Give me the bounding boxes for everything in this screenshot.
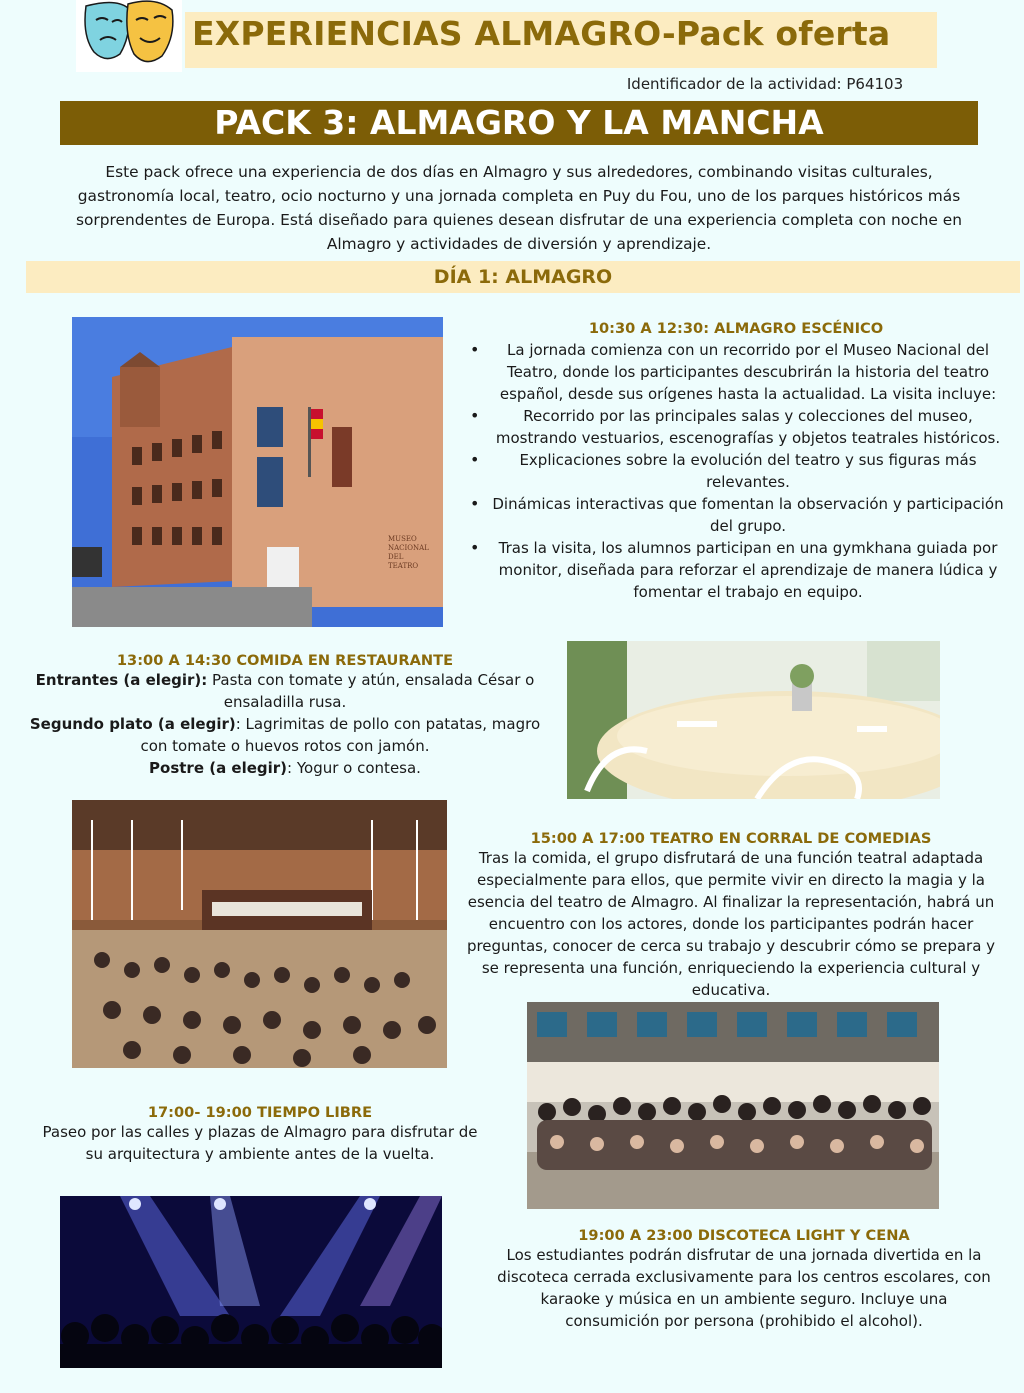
teatro-text: Tras la comida, el grupo disfrutará de una función teatral adaptada especialmente para ellos, que permite vivir en directo la magia y la esencia del teatro de Almagro. Al finalizar la representación, habrá un encuentro con los actores, donde los participantes podrán hacer preguntas, conocer de cerca su trabajo y descubrir cómo se prepara y se representa una función, enriqueciendo la experiencia cultural y educativa. bbox=[466, 849, 996, 999]
list-item: • La jornada comienza con un recorrido por el Museo Nacional del Teatro, donde los participantes descubrirán la historia del teatro español, desde sus orígenes hasta la actualidad. La visita incluye: bbox=[466, 339, 1006, 405]
intro-paragraph: Este pack ofrece una experiencia de dos días en Almagro y sus alrededores, combinando visitas culturales, gastronomía local, teatro, ocio nocturno y una jornada completa en Puy du Fou, uno de los parques históricos más sorprendentes de Europa. Está diseñado para quienes desean disfrutar de una experiencia completa con noche en Almagro y actividades de diversión y aprendizaje. bbox=[76, 163, 962, 253]
plaza-group-photo bbox=[527, 1002, 939, 1209]
postre-label: Postre (a elegir) bbox=[149, 759, 288, 777]
disco-photo bbox=[60, 1196, 442, 1368]
comida-postre bbox=[20, 757, 550, 779]
libre-text: Paseo por las calles y plazas de Almagro para disfrutar de su arquitectura y ambiente antes de la vuelta. bbox=[42, 1123, 478, 1163]
discoteca-heading: 19:00 A 23:00 DISCOTECA LIGHT Y CENA bbox=[578, 1227, 910, 1244]
comida-heading: 13:00 A 14:30 COMIDA EN RESTAURANTE bbox=[116, 652, 454, 669]
activity-libre bbox=[40, 1104, 480, 1165]
postre-text: : Yogur o contesa. bbox=[287, 759, 421, 777]
activity-escenico bbox=[466, 320, 1006, 603]
escenico-heading: 10:30 A 12:30: ALMAGRO ESCÉNICO bbox=[588, 320, 884, 337]
list-item: • Dinámicas interactivas que fomentan la observación y participación del grupo. bbox=[466, 493, 1006, 537]
list-item: • Recorrido por las principales salas y colecciones del museo, mostrando vestuarios, escenografías y objetos teatrales históricos. bbox=[466, 405, 1006, 449]
entrantes-label: Entrantes (a elegir): bbox=[35, 671, 208, 689]
segundo-text: : Lagrimitas de pollo con patatas, magro con tomate o huevos rotos con jamón. bbox=[140, 715, 541, 755]
pack-title: PACK 3: ALMAGRO Y LA MANCHA bbox=[214, 103, 824, 142]
day-title: DÍA 1: ALMAGRO bbox=[433, 266, 613, 288]
corral-photo bbox=[72, 800, 447, 1068]
teatro-heading: 15:00 A 17:00 TEATRO EN CORRAL DE COMEDIAS bbox=[530, 830, 932, 847]
museum-photo bbox=[72, 317, 443, 627]
activity-discoteca bbox=[496, 1227, 992, 1332]
list-item: • Explicaciones sobre la evolución del teatro y sus figuras más relevantes. bbox=[466, 449, 1006, 493]
museum-sign: MUSEO NACIONAL DEL TEATRO bbox=[388, 535, 429, 570]
discoteca-text: Los estudiantes podrán disfrutar de una jornada divertida en la discoteca cerrada exclusivamente para los centros escolares, con karaoke y música en un ambiente seguro. Incluye una consumición por persona (prohibido el alcohol). bbox=[497, 1246, 991, 1330]
entrantes-text: Pasta con tomate y atún, ensalada César o ensaladilla rusa. bbox=[207, 671, 535, 711]
activity-identifier: Identificador de la actividad: P64103 bbox=[626, 75, 904, 93]
comida-segundo bbox=[20, 713, 550, 757]
activity-teatro bbox=[462, 830, 1000, 1001]
escenico-list bbox=[466, 339, 1006, 603]
activity-comida bbox=[20, 652, 550, 779]
theatre-masks-logo bbox=[76, 0, 182, 72]
list-item: • Tras la visita, los alumnos participan en una gymkhana guiada por monitor, diseñada para reforzar el aprendizaje de manera lúdica y fomentar el trabajo en equipo. bbox=[466, 537, 1006, 603]
comida-entrantes bbox=[20, 669, 550, 713]
libre-heading: 17:00- 19:00 TIEMPO LIBRE bbox=[147, 1104, 373, 1121]
segundo-label: Segundo plato (a elegir) bbox=[29, 715, 236, 733]
restaurant-photo bbox=[567, 641, 940, 799]
page-title: EXPERIENCIAS ALMAGRO-Pack oferta bbox=[192, 14, 891, 53]
